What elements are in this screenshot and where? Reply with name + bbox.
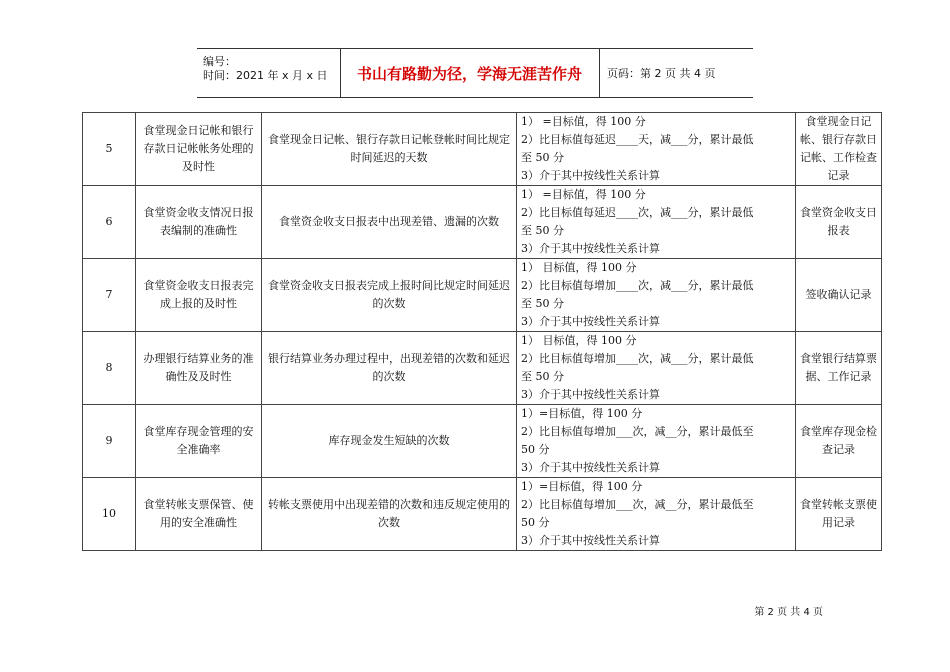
- standard-line: 1） 目标值，得 100 分: [521, 334, 637, 347]
- standard-line: 3）介于其中按线性关系计算: [521, 461, 660, 474]
- kpi-record: 食堂资金收支日报表: [796, 186, 882, 259]
- kpi-name: 食堂库存现金管理的安全准确率: [136, 405, 262, 478]
- kpi-table: [82, 112, 882, 551]
- standard-line: 50 分: [521, 443, 550, 456]
- code-label: 编号：: [203, 55, 236, 68]
- standard-line: 50 分: [521, 516, 550, 529]
- standard-line: 1） 目标值，得 100 分: [521, 261, 637, 274]
- standard-line: 2）比目标值每延迟____次，减___分，累计最低: [521, 206, 754, 219]
- kpi-standard: [517, 405, 796, 478]
- standard-line: 2）比目标值每增加___次，减__分，累计最低至: [521, 498, 754, 511]
- row-number: 5: [83, 113, 136, 186]
- kpi-standard: [517, 186, 796, 259]
- header-meta: [197, 49, 341, 97]
- standard-line: 至 50 分: [521, 370, 564, 383]
- date-label: 时间：2021 年 x 月 x 日: [203, 69, 328, 82]
- row-number: 7: [83, 259, 136, 332]
- kpi-standard: [517, 478, 796, 551]
- kpi-name: 食堂资金收支情况日报表编制的准确性: [136, 186, 262, 259]
- standard-line: 2）比目标值每延迟____天，减___分，累计最低: [521, 133, 754, 146]
- kpi-standard: [517, 332, 796, 405]
- standard-line: 1） =目标值，得 100 分: [521, 115, 646, 128]
- standard-line: 3）介于其中按线性关系计算: [521, 242, 660, 255]
- kpi-record: 食堂库存现金检查记录: [796, 405, 882, 478]
- kpi-name: 食堂资金收支日报表完成上报的及时性: [136, 259, 262, 332]
- standard-line: 1）=目标值，得 100 分: [521, 407, 643, 420]
- kpi-record: 签收确认记录: [796, 259, 882, 332]
- kpi-standard: [517, 113, 796, 186]
- kpi-indicator: 食堂现金日记帐、银行存款日记帐登帐时间比规定时间延迟的天数: [262, 113, 517, 186]
- standard-line: 1）=目标值，得 100 分: [521, 480, 643, 493]
- page-header: [197, 48, 753, 98]
- header-page-code: 页码：第 2 页 共 4 页: [607, 67, 716, 80]
- kpi-indicator: 转帐支票使用中出现差错的次数和违反规定使用的次数: [262, 478, 517, 551]
- header-motto: 书山有路勤为径，学海无涯苦作舟: [340, 49, 600, 97]
- standard-line: 3）介于其中按线性关系计算: [521, 169, 660, 182]
- table-row: [83, 478, 882, 551]
- kpi-name: 食堂现金日记帐和银行存款日记帐帐务处理的及时性: [136, 113, 262, 186]
- kpi-record: 食堂银行结算票据、工作记录: [796, 332, 882, 405]
- kpi-indicator: 食堂资金收支日报表完成上报时间比规定时间延迟的次数: [262, 259, 517, 332]
- kpi-standard: [517, 259, 796, 332]
- kpi-record: 食堂转帐支票使用记录: [796, 478, 882, 551]
- table-row: [83, 186, 882, 259]
- standard-line: 2）比目标值每增加___次，减__分，累计最低至: [521, 425, 754, 438]
- standard-line: 至 50 分: [521, 151, 564, 164]
- table-row: [83, 332, 882, 405]
- standard-line: 至 50 分: [521, 224, 564, 237]
- table-row: [83, 259, 882, 332]
- standard-line: 1） =目标值，得 100 分: [521, 188, 646, 201]
- kpi-record: 食堂现金日记帐、银行存款日记帐、工作检查记录: [796, 113, 882, 186]
- standard-line: 3）介于其中按线性关系计算: [521, 534, 660, 547]
- kpi-indicator: 库存现金发生短缺的次数: [262, 405, 517, 478]
- kpi-table-body: [83, 113, 882, 551]
- standard-line: 3）介于其中按线性关系计算: [521, 388, 660, 401]
- standard-line: 2）比目标值每增加____次，减___分，累计最低: [521, 352, 754, 365]
- row-number: 8: [83, 332, 136, 405]
- page-footer: 第 2 页 共 4 页: [754, 607, 823, 618]
- standard-line: 3）介于其中按线性关系计算: [521, 315, 660, 328]
- standard-line: 至 50 分: [521, 297, 564, 310]
- table-row: [83, 113, 882, 186]
- table-row: [83, 405, 882, 478]
- kpi-name: 办理银行结算业务的准确性及及时性: [136, 332, 262, 405]
- kpi-indicator: 银行结算业务办理过程中，出现差错的次数和延迟的次数: [262, 332, 517, 405]
- standard-line: 2）比目标值每增加____次，减___分，累计最低: [521, 279, 754, 292]
- kpi-indicator: 食堂资金收支日报表中出现差错、遗漏的次数: [262, 186, 517, 259]
- row-number: 9: [83, 405, 136, 478]
- row-number: 6: [83, 186, 136, 259]
- kpi-name: 食堂转帐支票保管、使用的安全准确性: [136, 478, 262, 551]
- row-number: 10: [83, 478, 136, 551]
